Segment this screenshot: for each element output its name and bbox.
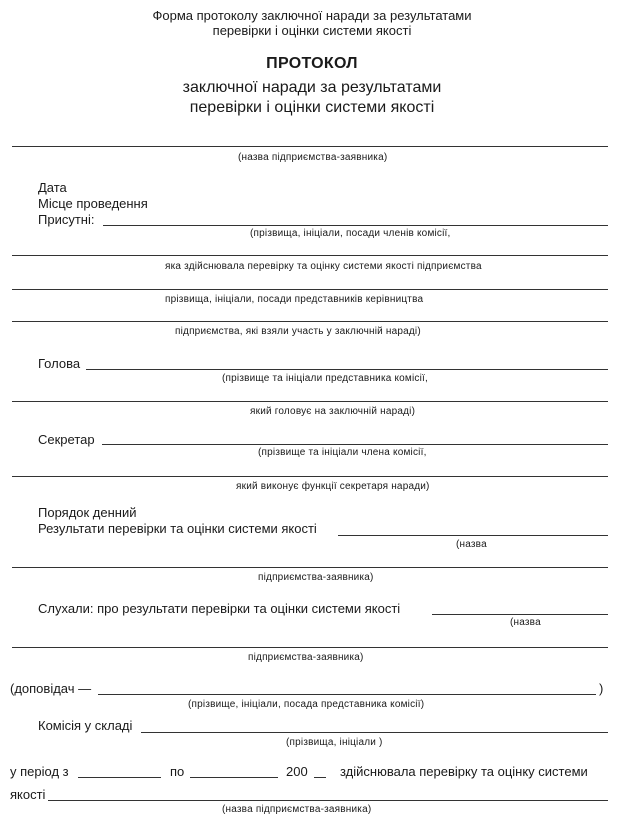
- present-field[interactable]: [103, 225, 608, 226]
- form-header-line1: Форма протоколу заключної наради за результатами: [152, 8, 472, 23]
- surnames-caption: (прізвища, ініціали ): [286, 737, 383, 748]
- period-from-label: у період з: [10, 764, 69, 779]
- commission-members-caption: (прізвища, ініціали, посади членів комісії,: [250, 228, 451, 239]
- period-from-field[interactable]: [78, 777, 161, 778]
- period-to-field[interactable]: [190, 777, 278, 778]
- year-field[interactable]: [314, 777, 326, 778]
- commission-label: Комісія у складі: [38, 718, 133, 733]
- document-subtitle-line1: заключної наради за результатами: [182, 79, 442, 96]
- enterprise-name-field[interactable]: [12, 146, 608, 147]
- head-field[interactable]: [86, 369, 608, 370]
- form-header-line2: перевірки і оцінки системи якості: [212, 23, 412, 38]
- secretary-label: Секретар: [38, 432, 95, 447]
- speaker-label: (доповідач —: [10, 681, 92, 696]
- results-label: Результати перевірки та оцінки системи якості: [38, 521, 317, 536]
- chaired-caption: який головує на заключній нараді): [250, 406, 416, 417]
- present-label: Присутні:: [38, 212, 95, 227]
- commission-composition-field[interactable]: [141, 732, 608, 733]
- heard-name-caption: (назва: [510, 617, 541, 628]
- speaker-close-paren: ): [599, 681, 604, 696]
- secretary-field[interactable]: [102, 444, 608, 445]
- quality-label: якості: [10, 787, 46, 802]
- enterprise-name-caption: (назва підприємства-заявника): [238, 152, 388, 163]
- participants-field[interactable]: [12, 321, 608, 322]
- results-enterprise-caption: підприємства-заявника): [258, 572, 374, 583]
- which-checked-caption: яка здійснювала перевірку та оцінку системи якості підприємства: [165, 261, 482, 272]
- document-subtitle-line2: перевірки і оцінки системи якості: [189, 99, 435, 116]
- date-label: Дата: [38, 180, 67, 195]
- secretary-field-2[interactable]: [12, 476, 608, 477]
- performed-label: здійснювала перевірку та оцінку системи: [340, 764, 588, 779]
- document-title: ПРОТОКОЛ: [266, 55, 358, 72]
- heard-field[interactable]: [432, 614, 608, 615]
- enterprise-name-caption-end: (назва підприємства-заявника): [222, 804, 372, 815]
- quality-enterprise-field[interactable]: [48, 800, 608, 801]
- results-name-caption: (назва: [456, 539, 487, 550]
- place-label: Місце проведення: [38, 196, 148, 211]
- heard-field-2[interactable]: [12, 647, 608, 648]
- speaker-field[interactable]: [98, 694, 596, 695]
- period-to-label: по: [170, 764, 185, 779]
- results-field-2[interactable]: [12, 567, 608, 568]
- secretary-fn-caption: який виконує функції секретаря наради): [236, 481, 430, 492]
- participated-caption: підприємства, які взяли участь у заключній нараді): [175, 326, 421, 337]
- heard-label: Слухали: про результати перевірки та оцінки системи якості: [38, 601, 401, 616]
- management-field[interactable]: [12, 289, 608, 290]
- heard-enterprise-caption: підприємства-заявника): [248, 652, 364, 663]
- head-field-2[interactable]: [12, 401, 608, 402]
- head-label: Голова: [38, 356, 81, 371]
- head-caption: (прізвище та ініціали представника комісії,: [222, 373, 429, 384]
- management-caption: прізвища, ініціали, посади представників керівництва: [165, 294, 424, 305]
- member-caption: (прізвище та ініціали члена комісії,: [258, 447, 427, 458]
- agenda-label: Порядок денний: [38, 505, 137, 520]
- results-field[interactable]: [338, 535, 608, 536]
- speaker-caption: (прізвище, ініціали, посада представника комісії): [188, 699, 425, 710]
- year-label: 200: [286, 764, 308, 779]
- commission-field[interactable]: [12, 255, 608, 256]
